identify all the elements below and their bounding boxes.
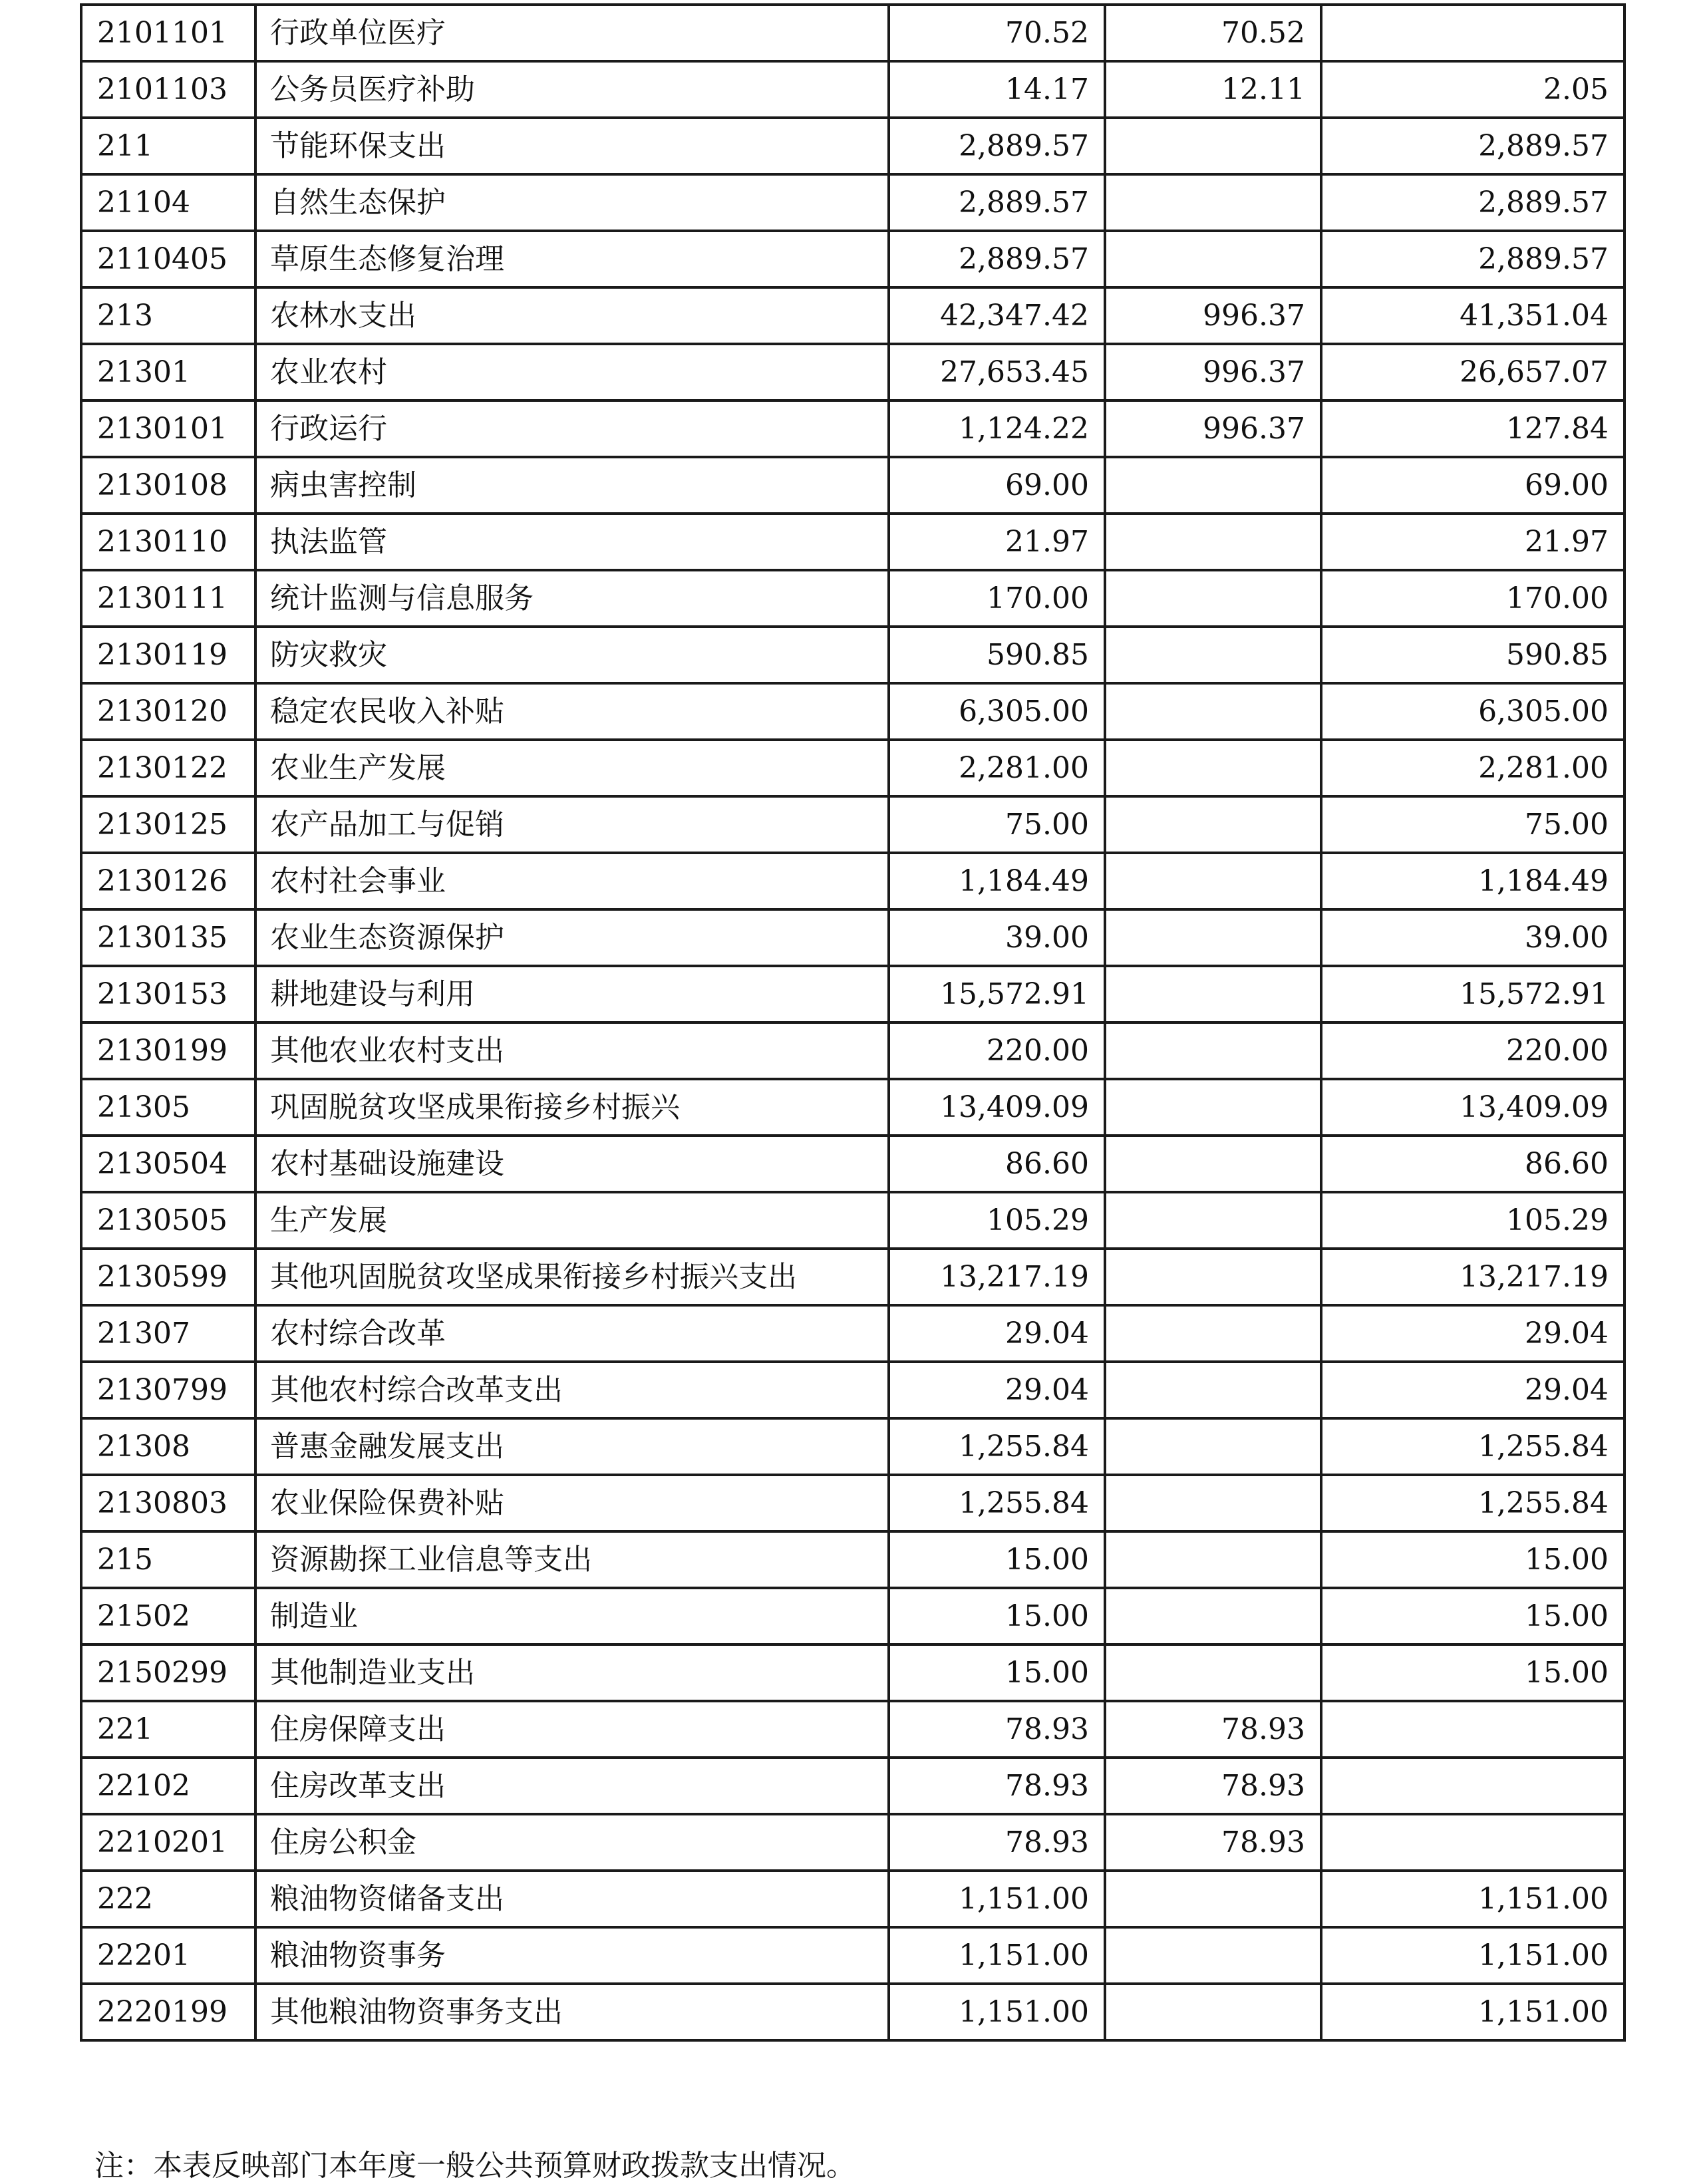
table-row	[81, 457, 1624, 514]
subject-code-cell: 2130126	[81, 853, 255, 909]
subject-name-cell: 住房保障支出	[255, 1701, 889, 1758]
subject-name-cell: 其他巩固脱贫攻坚成果衔接乡村振兴支出	[255, 1249, 889, 1305]
table-row	[81, 1249, 1624, 1305]
subject-name-cell: 防灾救灾	[255, 627, 889, 683]
basic-expenditure-cell	[1105, 683, 1321, 740]
project-expenditure-cell: 2.05	[1321, 61, 1624, 118]
table-row	[81, 1758, 1624, 1814]
subject-code-cell: 2130505	[81, 1192, 255, 1249]
subject-code-cell: 215	[81, 1531, 255, 1588]
project-expenditure-cell: 2,889.57	[1321, 231, 1624, 287]
subject-name-cell: 普惠金融发展支出	[255, 1418, 889, 1475]
subject-name-cell: 病虫害控制	[255, 457, 889, 514]
table-row	[81, 5, 1624, 61]
project-expenditure-cell: 15.00	[1321, 1588, 1624, 1644]
basic-expenditure-cell	[1105, 1022, 1321, 1079]
subject-code-cell: 21104	[81, 174, 255, 231]
basic-expenditure-cell: 996.37	[1105, 344, 1321, 400]
project-expenditure-cell: 21.97	[1321, 514, 1624, 570]
subject-code-cell: 2130122	[81, 740, 255, 796]
total-amount-cell: 15.00	[889, 1588, 1105, 1644]
table-body	[81, 5, 1624, 2040]
project-expenditure-cell: 29.04	[1321, 1305, 1624, 1362]
project-expenditure-cell: 86.60	[1321, 1136, 1624, 1192]
subject-name-cell: 资源勘探工业信息等支出	[255, 1531, 889, 1588]
basic-expenditure-cell: 78.93	[1105, 1758, 1321, 1814]
table-row	[81, 1644, 1624, 1701]
project-expenditure-cell: 26,657.07	[1321, 344, 1624, 400]
table-row	[81, 1531, 1624, 1588]
total-amount-cell: 1,151.00	[889, 1984, 1105, 2040]
basic-expenditure-cell	[1105, 1871, 1321, 1927]
table-row	[81, 1079, 1624, 1136]
basic-expenditure-cell	[1105, 909, 1321, 966]
table-row	[81, 344, 1624, 400]
basic-expenditure-cell	[1105, 1644, 1321, 1701]
table-row	[81, 514, 1624, 570]
project-expenditure-cell	[1321, 1701, 1624, 1758]
project-expenditure-cell	[1321, 1814, 1624, 1871]
table-row	[81, 1022, 1624, 1079]
basic-expenditure-cell	[1105, 570, 1321, 627]
table-row	[81, 1814, 1624, 1871]
subject-name-cell: 执法监管	[255, 514, 889, 570]
basic-expenditure-cell	[1105, 1531, 1321, 1588]
total-amount-cell: 1,151.00	[889, 1871, 1105, 1927]
project-expenditure-cell: 13,409.09	[1321, 1079, 1624, 1136]
table-row	[81, 1927, 1624, 1984]
total-amount-cell: 590.85	[889, 627, 1105, 683]
project-expenditure-cell: 1,151.00	[1321, 1984, 1624, 2040]
subject-code-cell: 221	[81, 1701, 255, 1758]
subject-code-cell: 2130125	[81, 796, 255, 853]
project-expenditure-cell: 29.04	[1321, 1362, 1624, 1418]
subject-name-cell: 节能环保支出	[255, 118, 889, 174]
total-amount-cell: 13,409.09	[889, 1079, 1105, 1136]
total-amount-cell: 1,255.84	[889, 1475, 1105, 1531]
project-expenditure-cell: 105.29	[1321, 1192, 1624, 1249]
project-expenditure-cell	[1321, 5, 1624, 61]
project-expenditure-cell: 127.84	[1321, 400, 1624, 457]
subject-code-cell: 22201	[81, 1927, 255, 1984]
total-amount-cell: 170.00	[889, 570, 1105, 627]
total-amount-cell: 13,217.19	[889, 1249, 1105, 1305]
subject-code-cell: 213	[81, 287, 255, 344]
total-amount-cell: 69.00	[889, 457, 1105, 514]
total-amount-cell: 2,281.00	[889, 740, 1105, 796]
subject-code-cell: 21502	[81, 1588, 255, 1644]
project-expenditure-cell: 39.00	[1321, 909, 1624, 966]
subject-name-cell: 行政单位医疗	[255, 5, 889, 61]
table-row	[81, 1136, 1624, 1192]
subject-name-cell: 稳定农民收入补贴	[255, 683, 889, 740]
subject-name-cell: 行政运行	[255, 400, 889, 457]
table-row	[81, 1588, 1624, 1644]
subject-code-cell: 2130504	[81, 1136, 255, 1192]
subject-name-cell: 住房公积金	[255, 1814, 889, 1871]
table-row	[81, 231, 1624, 287]
basic-expenditure-cell	[1105, 118, 1321, 174]
subject-code-cell: 2130110	[81, 514, 255, 570]
subject-name-cell: 巩固脱贫攻坚成果衔接乡村振兴	[255, 1079, 889, 1136]
subject-name-cell: 住房改革支出	[255, 1758, 889, 1814]
subject-name-cell: 耕地建设与利用	[255, 966, 889, 1022]
basic-expenditure-cell	[1105, 1305, 1321, 1362]
basic-expenditure-cell	[1105, 796, 1321, 853]
total-amount-cell: 1,184.49	[889, 853, 1105, 909]
total-amount-cell: 78.93	[889, 1758, 1105, 1814]
table-row	[81, 1475, 1624, 1531]
table-row	[81, 118, 1624, 174]
table-row	[81, 966, 1624, 1022]
subject-code-cell: 211	[81, 118, 255, 174]
basic-expenditure-cell	[1105, 1079, 1321, 1136]
project-expenditure-cell: 41,351.04	[1321, 287, 1624, 344]
table-row	[81, 400, 1624, 457]
table-row	[81, 570, 1624, 627]
subject-code-cell: 2130111	[81, 570, 255, 627]
basic-expenditure-cell: 78.93	[1105, 1814, 1321, 1871]
subject-name-cell: 农林水支出	[255, 287, 889, 344]
basic-expenditure-cell: 996.37	[1105, 287, 1321, 344]
project-expenditure-cell: 15.00	[1321, 1531, 1624, 1588]
subject-name-cell: 公务员医疗补助	[255, 61, 889, 118]
project-expenditure-cell: 2,281.00	[1321, 740, 1624, 796]
total-amount-cell: 29.04	[889, 1305, 1105, 1362]
basic-expenditure-cell	[1105, 231, 1321, 287]
total-amount-cell: 2,889.57	[889, 231, 1105, 287]
total-amount-cell: 86.60	[889, 1136, 1105, 1192]
subject-code-cell: 2130803	[81, 1475, 255, 1531]
total-amount-cell: 105.29	[889, 1192, 1105, 1249]
subject-code-cell: 2110405	[81, 231, 255, 287]
project-expenditure-cell: 170.00	[1321, 570, 1624, 627]
subject-name-cell: 农业生态资源保护	[255, 909, 889, 966]
table-row	[81, 1871, 1624, 1927]
subject-code-cell: 2130108	[81, 457, 255, 514]
subject-code-cell: 2130101	[81, 400, 255, 457]
table-row	[81, 61, 1624, 118]
total-amount-cell: 39.00	[889, 909, 1105, 966]
subject-name-cell: 农村综合改革	[255, 1305, 889, 1362]
basic-expenditure-cell	[1105, 514, 1321, 570]
basic-expenditure-cell: 996.37	[1105, 400, 1321, 457]
table-row	[81, 683, 1624, 740]
table-row	[81, 909, 1624, 966]
table-row	[81, 740, 1624, 796]
subject-code-cell: 2130119	[81, 627, 255, 683]
total-amount-cell: 6,305.00	[889, 683, 1105, 740]
basic-expenditure-cell	[1105, 1418, 1321, 1475]
basic-expenditure-cell	[1105, 1249, 1321, 1305]
basic-expenditure-cell: 12.11	[1105, 61, 1321, 118]
basic-expenditure-cell	[1105, 1984, 1321, 2040]
basic-expenditure-cell: 70.52	[1105, 5, 1321, 61]
project-expenditure-cell: 1,151.00	[1321, 1871, 1624, 1927]
project-expenditure-cell: 15.00	[1321, 1644, 1624, 1701]
subject-name-cell: 自然生态保护	[255, 174, 889, 231]
total-amount-cell: 2,889.57	[889, 118, 1105, 174]
subject-name-cell: 统计监测与信息服务	[255, 570, 889, 627]
subject-name-cell: 农业保险保费补贴	[255, 1475, 889, 1531]
total-amount-cell: 15,572.91	[889, 966, 1105, 1022]
subject-code-cell: 21305	[81, 1079, 255, 1136]
subject-name-cell: 农村基础设施建设	[255, 1136, 889, 1192]
table-row	[81, 174, 1624, 231]
total-amount-cell: 29.04	[889, 1362, 1105, 1418]
subject-name-cell: 农产品加工与促销	[255, 796, 889, 853]
table-row	[81, 796, 1624, 853]
subject-name-cell: 农业农村	[255, 344, 889, 400]
project-expenditure-cell: 1,151.00	[1321, 1927, 1624, 1984]
subject-code-cell: 2101103	[81, 61, 255, 118]
total-amount-cell: 1,255.84	[889, 1418, 1105, 1475]
subject-code-cell: 2130153	[81, 966, 255, 1022]
subject-code-cell: 2210201	[81, 1814, 255, 1871]
subject-code-cell: 2130199	[81, 1022, 255, 1079]
table-row	[81, 287, 1624, 344]
subject-name-cell: 草原生态修复治理	[255, 231, 889, 287]
basic-expenditure-cell	[1105, 1362, 1321, 1418]
basic-expenditure-cell: 78.93	[1105, 1701, 1321, 1758]
subject-code-cell: 2150299	[81, 1644, 255, 1701]
total-amount-cell: 1,124.22	[889, 400, 1105, 457]
project-expenditure-cell: 15,572.91	[1321, 966, 1624, 1022]
subject-name-cell: 其他制造业支出	[255, 1644, 889, 1701]
project-expenditure-cell: 75.00	[1321, 796, 1624, 853]
table-row	[81, 1305, 1624, 1362]
basic-expenditure-cell	[1105, 1136, 1321, 1192]
project-expenditure-cell	[1321, 1758, 1624, 1814]
total-amount-cell: 75.00	[889, 796, 1105, 853]
table-row	[81, 853, 1624, 909]
total-amount-cell: 78.93	[889, 1814, 1105, 1871]
total-amount-cell: 78.93	[889, 1701, 1105, 1758]
basic-expenditure-cell	[1105, 1475, 1321, 1531]
basic-expenditure-cell	[1105, 740, 1321, 796]
table-row	[81, 1701, 1624, 1758]
total-amount-cell: 15.00	[889, 1644, 1105, 1701]
project-expenditure-cell: 13,217.19	[1321, 1249, 1624, 1305]
subject-code-cell: 21301	[81, 344, 255, 400]
basic-expenditure-cell	[1105, 457, 1321, 514]
table-row	[81, 1984, 1624, 2040]
subject-name-cell: 生产发展	[255, 1192, 889, 1249]
total-amount-cell: 220.00	[889, 1022, 1105, 1079]
subject-code-cell: 21308	[81, 1418, 255, 1475]
subject-name-cell: 农村社会事业	[255, 853, 889, 909]
total-amount-cell: 2,889.57	[889, 174, 1105, 231]
total-amount-cell: 1,151.00	[889, 1927, 1105, 1984]
project-expenditure-cell: 6,305.00	[1321, 683, 1624, 740]
subject-code-cell: 2101101	[81, 5, 255, 61]
project-expenditure-cell: 590.85	[1321, 627, 1624, 683]
basic-expenditure-cell	[1105, 174, 1321, 231]
project-expenditure-cell: 220.00	[1321, 1022, 1624, 1079]
subject-code-cell: 2130799	[81, 1362, 255, 1418]
table-row	[81, 627, 1624, 683]
subject-code-cell: 222	[81, 1871, 255, 1927]
basic-expenditure-cell	[1105, 1588, 1321, 1644]
subject-code-cell: 21307	[81, 1305, 255, 1362]
total-amount-cell: 42,347.42	[889, 287, 1105, 344]
subject-name-cell: 粮油物资储备支出	[255, 1871, 889, 1927]
table-row	[81, 1362, 1624, 1418]
total-amount-cell: 15.00	[889, 1531, 1105, 1588]
subject-code-cell: 2130599	[81, 1249, 255, 1305]
total-amount-cell: 14.17	[889, 61, 1105, 118]
table-footnote: 注：本表反映部门本年度一般公共预算财政拨款支出情况。	[94, 2149, 855, 2183]
subject-name-cell: 其他粮油物资事务支出	[255, 1984, 889, 2040]
total-amount-cell: 70.52	[889, 5, 1105, 61]
subject-code-cell: 2220199	[81, 1984, 255, 2040]
project-expenditure-cell: 1,184.49	[1321, 853, 1624, 909]
project-expenditure-cell: 1,255.84	[1321, 1418, 1624, 1475]
basic-expenditure-cell	[1105, 853, 1321, 909]
project-expenditure-cell: 69.00	[1321, 457, 1624, 514]
subject-code-cell: 22102	[81, 1758, 255, 1814]
subject-name-cell: 粮油物资事务	[255, 1927, 889, 1984]
basic-expenditure-cell	[1105, 966, 1321, 1022]
subject-name-cell: 农业生产发展	[255, 740, 889, 796]
subject-name-cell: 制造业	[255, 1588, 889, 1644]
table-row	[81, 1418, 1624, 1475]
budget-expenditure-table	[80, 3, 1626, 2042]
subject-code-cell: 2130120	[81, 683, 255, 740]
total-amount-cell: 27,653.45	[889, 344, 1105, 400]
table-row	[81, 1192, 1624, 1249]
subject-name-cell: 其他农村综合改革支出	[255, 1362, 889, 1418]
basic-expenditure-cell	[1105, 627, 1321, 683]
total-amount-cell: 21.97	[889, 514, 1105, 570]
basic-expenditure-cell	[1105, 1192, 1321, 1249]
project-expenditure-cell: 1,255.84	[1321, 1475, 1624, 1531]
project-expenditure-cell: 2,889.57	[1321, 174, 1624, 231]
basic-expenditure-cell	[1105, 1927, 1321, 1984]
subject-code-cell: 2130135	[81, 909, 255, 966]
project-expenditure-cell: 2,889.57	[1321, 118, 1624, 174]
subject-name-cell: 其他农业农村支出	[255, 1022, 889, 1079]
